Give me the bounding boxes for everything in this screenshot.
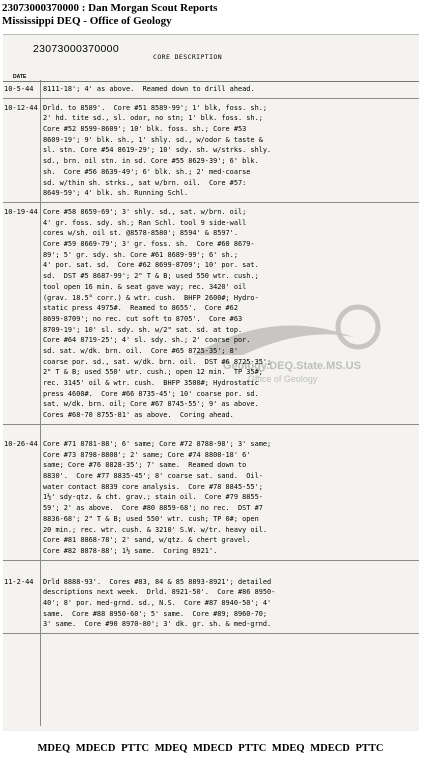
date-column-rule [40,80,41,726]
entry-line: sd. sat. w/dk. brn. oil. Core #65 8725-35'; 8' [43,346,238,355]
watermark-text: Geology.DEQ.State.MS.US [223,360,361,372]
report-subtitle: Mississippi DEQ - Office of Geology [2,15,172,27]
entry-line: sd., brn. oil stn. in sd. Core #55 8629-39'; 6' blk. [43,157,259,166]
entry-line: 8649-59'; 4' blk. sh. Running Schl. [43,189,189,198]
entry-divider [3,202,419,203]
entry-text [43,207,417,421]
entry-line: (grav. 18.5° corr.) & wtr. cush. BHFP 2600#; Hydro- [43,293,259,302]
entry-line: 2" T & B; used 550' wtr. cush.; open 12 min. TP 35#; [43,368,263,377]
report-title: 23073000370000 : Dan Morgan Scout Reports [2,2,218,14]
entry-line: 8836-68'; 2" T & B; used 550' wtr. cush; TP 0#; open [43,514,259,523]
entry-line: 4' por. sat. sd. Core #62 8699-8709'; 10' por. sat. [43,261,259,270]
entry-line: Core #73 8798-8808'; 2' same; Core #74 8808-18' 6' [43,450,251,459]
date-column-header: DATE [13,74,27,80]
entry-line: sat. w/dk. brn. oil; Core #67 8745-55'; 9' as above. [43,400,259,409]
entry-text [43,439,417,557]
entry-line: sh. Core #56 8639-49'; 6' blk. sh.; 2' med-coarse [43,167,251,176]
entry-line: Drld 8888-93'. Cores #83, 84 & 85 8893-8921'; detailed [43,577,272,586]
entry-date: 11-2-44 [4,577,34,586]
entry-line: sd. DST #5 8687-99'; 2" T & B; used 550 wtr. cush.; [43,272,259,281]
entry-line: Core #82 8878-88'; 1½ same. Coring 8921'. [43,546,218,555]
entry-line: 2' hd. tite sd., sl. odor, no stn; 1' blk. foss. sh.; [43,114,263,123]
entry-line: Core #59 8669-79'; 3' gr. foss. sh. Core #60 8679- [43,240,255,249]
entry-date: 10-26-44 [4,440,38,448]
entry-line: sl. stn. Core #54 8619-29'; 10' sdy. sh. w/strks. shly. [43,146,272,155]
entry-line: Core #81 8868-78'; 2' sand, w/qtz. & chert gravel. [43,536,251,545]
watermark-subtext: Office of Geology [248,374,318,384]
entry-line: same; Core #76 8828-35'; 7' same. Reamed down to [43,461,247,470]
entry-line: press 4600#. Core #66 8735-45'; 10' coarse por. sd. [43,389,259,398]
entry-date: 10-12-44 [4,103,38,112]
entry-line: 8709-19'; 10' sl. sdy. sh. w/2" sat. sd. at top. [43,325,243,334]
entry-line: 4' gr. foss. sdy. sh.; Ran Schl. tool 9 side-wall [43,218,247,227]
core-description-sheet [3,34,419,731]
entry-line: 40'; 8' por. med-grnd. sd., N.S. Core #87 8940-50'; 4' [43,599,272,608]
entry-line: 89'; 5' gr. sdy. sh. Core #61 8689-99'; 6' sh.; [43,250,238,259]
well-number: 23073000370000 [33,43,119,55]
entry-line: 59'; 2' as above. Core #80 8859-68'; no rec. DST #7 [43,504,263,513]
entry-line: 3' same. Core #90 8970-80'; 3' dk. gr. sh. & med-grnd. [43,620,272,629]
entry-divider [3,560,419,561]
form-title: CORE DESCRIPTION [153,53,223,61]
header-rule [3,81,419,82]
entry-line: Core #64 8719-25'; 4' sl. sdy. sh.; 2' coarse por. [43,336,251,345]
entry-line: Core #58 8659-69'; 3' shly. sd., sat. w/brn. oil; [43,208,247,216]
entry-divider [3,424,419,425]
entry-divider [3,633,419,634]
entry-line: 8609-19'; 9' blk. sh., 1' shly. sd., w/odor & taste & [43,135,263,144]
entry-line: sd. w/thin sh. strks., sat w/brn. oil. Core #57: [43,178,247,187]
entry-line: tool open 16 min. & seat gave way; rec. 3420' oil [43,282,247,291]
entry-date: 10-5-44 [4,85,34,93]
entry-text [43,84,417,95]
entry-line: 1½' sdy-qtz. & cht. grav.; stain oil. Core #79 8855- [43,493,263,502]
entry-line: 8699-8709'; no rec. cut soft to 8705'. Core #63 [43,314,243,323]
entry-line: coarse por. sd., sat. w/dk. brn. oil. DST #6 8725-35'; [43,357,272,366]
entry-line: same. Core #88 8950-60'; 5' same. Core #89; 8960-70; [43,609,268,618]
entry-line: cores w/sh. oil st. @8578-8580'; 8594' & 8597'. [43,229,238,238]
entry-line: water contact 8839 core analysis. Core #78 8845-55'; [43,482,263,491]
entry-line: static press 4975#. Reamed to 8655'. Core #62 [43,304,238,313]
entry-line: rec. 3145' oil & wtr. cush. BHFP 3500#; Hydrostatic [43,379,259,387]
entry-text [43,577,417,630]
entry-line: 8830'. Core #77 8835-45'; 8' coarse sat. sand. Oil- [43,472,263,481]
entry-line: Drld. to 8589'. Core #51 8589-99'; 1' blk, foss. sh.; [43,103,268,112]
entry-line: Core #71 8781-88'; 6' same; Core #72 8788-98'; 3' same; [43,440,272,448]
footer-banner: MDEQ MDECD PTTC MDEQ MDECD PTTC MDEQ MDECD PTTC [37,743,384,754]
entry-line: descriptions next week. Drld. 8921-50'. Core #86 8950- [43,588,276,597]
entry-line: Core #52 8599-8609'; 10' blk. foss. sh.; Core #53 [43,125,247,134]
entry-line: Cores #68-70 8755-81' as above. Coring ahead. [43,411,234,420]
entry-date: 10-19-44 [4,208,38,216]
entry-line: 20 min.; rec. wtr. cush. & 3210' S.W. w/tr. heavy oil. [43,525,268,534]
entry-divider [3,98,419,99]
entry-text [43,103,417,199]
entry-line: 8111-18'; 4' as above. Reamed down to drill ahead. [43,85,255,93]
